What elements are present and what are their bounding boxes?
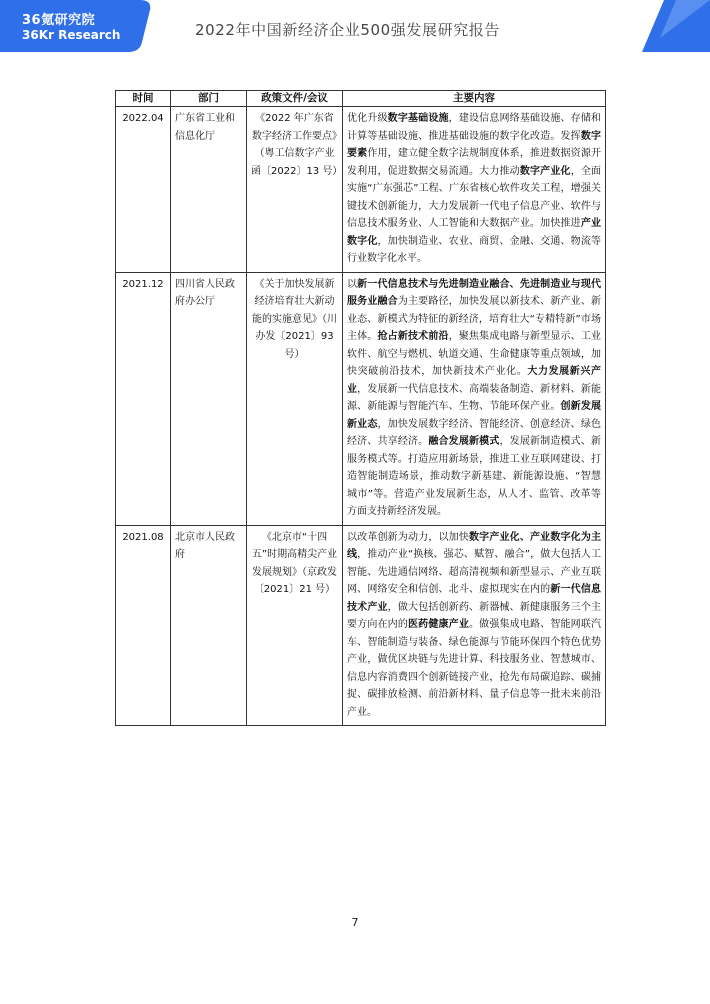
content-text: 为主要路径，加快发展以新技术、新产业、新业态、新模式为特征的新经济，培育壮大“专精特新”市场主体。 [347,296,602,342]
table-header-row [116,91,606,107]
content-highlight: 抢占新技术前沿 [377,331,449,342]
content-highlight: 数字要素 [347,130,602,159]
report-title: 2022年中国新经济企业500强发展研究报告 [195,21,501,39]
content-text: ，聚焦集成电路与新型显示、工业软件、航空与燃机、轨道交通、生命健康等重点领域，加快突破前沿技术，加快新技术产业化。 [347,331,602,377]
cell-department: 北京市人民政府 [171,525,247,726]
content-text: ，建设信息网络基础设施、存储和计算等基础设施、推进基础设施的数字化改造。发挥 [347,113,602,142]
column-header-main-content: 主要内容 [343,91,606,107]
column-header-policy-document: 政策文件/会议 [247,91,343,107]
content-text: ，发展新制造模式、新服务模式等。打造应用新场景，推进工业互联网建设、打造智能制造场景，推动数字新基建、新能源设施、“智慧城市”等。营造产业发展新生态，从人才、监管、改革等方面支持新经济发展。 [347,436,602,517]
cell-department: 广东省工业和信息化厅 [171,107,247,273]
content-highlight: 数字产业化 [519,165,571,177]
logo-36kr-research [0,0,158,52]
content-text: 以 [347,278,358,290]
content-text: ，发展新一代信息技术、高端装备制造、新材料、新能源、新能源与智能汽车、生物、节能环保产业。 [347,383,602,412]
content-highlight: 新一代信息技术与先进制造业融合、先进制造业与现代服务业融合 [347,278,602,307]
content-highlight: 创新发展新业态 [347,401,602,430]
content-highlight: 产业数字化 [347,218,602,247]
content-text: 作用，建立健全数字法规制度体系，推进数据资源开发利用，促进数据交易流通。大力推动 [347,148,602,177]
content-text: ，加快制造业、农业、商贸、金融、交通、物流等行业数字化水平。 [347,235,601,264]
content-text: 优化升级 [347,113,388,124]
column-header-department: 部门 [171,91,247,107]
cell-department: 四川省人民政府办公厅 [171,272,247,525]
corner-decoration [642,0,710,52]
table-row [116,272,606,525]
cell-time: 2022.04 [116,107,171,273]
cell-main-content [343,525,606,726]
content-highlight: 新一代信息技术产业 [347,584,602,613]
cell-policy-document: 《2022 年广东省数字经济工作要点》（粤工信数字产业函〔2022〕13 号） [247,107,343,273]
cell-policy-document: 《北京市“十四五”时期高精尖产业发展规划》（京政发〔2021〕21 号） [247,525,343,726]
content-highlight: 数字产业化、产业数字化为主线 [347,531,601,560]
cell-main-content [343,107,606,273]
cell-policy-document: 《关于加快发展新经济培育壮大新动能的实施意见》（川办发〔2021〕93 号） [247,272,343,525]
page-number: 7 [351,916,359,929]
content-text: 。做强集成电路、智能网联汽车、智能制造与装备、绿色能源与节能环保四个特色优势产业，做优区块链与先进计算、科技服务业、智慧城市、信息内容消费四个创新链接产业，抢先布局碳追踪、碳捕捉、碳排放检测、前沿新材料、量子信息等一批未来前沿产业。 [347,619,601,718]
content-text: ，加快发展数字经济、智能经济、创意经济、绿色经济、共享经济。 [347,418,601,447]
cell-main-content [343,272,606,525]
column-header-time: 时间 [116,91,171,107]
logo-line-en: 36Kr Research [22,28,121,42]
content-text: ，推动产业“换核、强芯、赋智、融合”，做大包括人工智能、先进通信网络、超高清视频和新型显示、产业互联网、网络安全和信创、北斗、虚拟现实在内的 [347,549,601,595]
content-highlight: 医药健康产业 [408,619,469,630]
table-row [116,525,606,726]
policy-table [115,90,606,726]
cell-time: 2021.08 [116,525,171,726]
content-highlight: 数字基础设施 [387,113,449,124]
content-text: 以改革创新为动力，以加快 [347,531,469,543]
cell-time: 2021.12 [116,272,171,525]
content-highlight: 融合发展新模式 [428,436,500,447]
table-row [116,107,606,273]
content-text: ，做大包括创新药、新器械、新健康服务三个主要方向在内的 [347,601,602,630]
content-highlight: 大力发展新兴产业 [347,366,602,395]
content-text: ，全面实施“广东强芯”工程、广东省核心软件攻关工程，增强关键技术创新能力，大力发展新一代电子信息产业、软件与信息技术服务业、人工智能和大数据产业。加快推进 [347,165,602,229]
logo-line-cn: 36氪研究院 [22,13,96,28]
